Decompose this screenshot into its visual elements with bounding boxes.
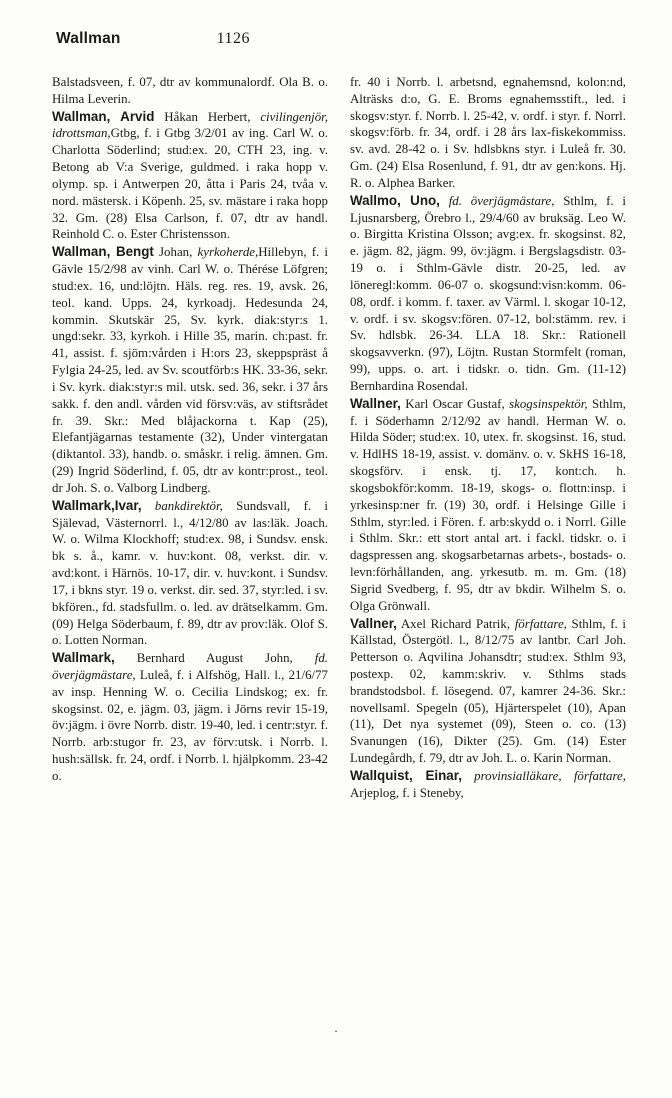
continuation-body: fr. 40 i Norrb. l. arbetsnd, egnahemsnd, kolon:nd, Alträsks d:o, G. E. Broms egnahemsstift., led. i skogsv:styr. f. Norrb. l. 25-42, v. ordf. i styr. f. Norrl. skogsv:förb. fr. 34, ordf. i 28 års lax-fiskekommiss. sv. avd. 28-42 o. i Sv. hdlsbkns styr. i Luleå fr. 30. Gm. (24) Elsa Rosenlund, f. 91, dtr av gen:kons. Hj. R. o. Alphea Barker. — [350, 75, 626, 190]
entry-headword: Wallmark,Ivar, — [52, 497, 142, 513]
entry-headword: Wallquist, Einar, — [350, 767, 462, 783]
entry-given-names: Karl Oscar Gustaf, — [400, 396, 505, 411]
entry-profession: kyrkoherde, — [197, 245, 259, 260]
entry-headword: Wallmo, Uno, — [350, 192, 440, 208]
continuation-body: Balstadsveen, f. 07, dtr av kommunalordf. Ola B. o. Hilma Leverin. — [52, 75, 328, 106]
dictionary-entry — [350, 615, 626, 767]
entry-given-names: Håkan Herbert, — [154, 109, 261, 124]
entry-profession: provinsialläkare, författare, — [461, 768, 626, 783]
entry-body: Sthlm, f. i Söderhamn 2/12/92 av handl. Herman W. o. Hilda Söder; stud:ex. 10, utex. fr. skogsinst. 16, stud. v. HdlHS 18-19, assist. v. domänv. o. v. SkHS 16-18, skogsförv. i ensk. tj. 17, kont:ch. h. skogsbokför:komm. 18-19, skogs- o. flottn:insp. i yrkesinsp:ner fr. (19) 30, ordf. i Helsinge Gille i Sthlm, styr:led. i Fören. f. arb:skydd o. i Norrl. Gille i Sthlm. Skr.: ett stort antal art. i fackl. tidskr. o. i dagspressen ang. skogsarbetarnas arbets-, bostads- o. levn:förhållanden, ang. yrkesutb. m. m. Gm. (18) Sigrid Svedberg, f. 95, dtr av bkdir. Wilhelm S. o. Olga Grönwall. — [350, 396, 626, 613]
page-title: Wallman — [56, 30, 121, 47]
entry-continuation — [350, 74, 626, 192]
dictionary-entry — [52, 108, 328, 244]
entry-headword: Wallman, Arvid — [52, 108, 155, 124]
left-column — [52, 74, 328, 1038]
dictionary-entry — [52, 649, 328, 785]
entry-profession: skogsinspektör, — [504, 396, 588, 411]
dictionary-entry — [52, 243, 328, 496]
dictionary-entry — [350, 395, 626, 615]
dictionary-entry — [350, 767, 626, 802]
entry-profession: bankdirektör, — [141, 498, 223, 513]
entry-profession: författare, — [510, 616, 567, 631]
page-number: 1126 — [216, 30, 250, 47]
entry-given-names: Bernhard August John, — [114, 651, 293, 666]
entry-body: Gtbg, f. i Gtbg 3/2/01 av ing. Carl W. o. Charlotta Söderlind; stud:ex. 20, CTH 23, ing. v. Betong ab V:a Sverige, guldmed. i raka hopp v. olymp. sp. i Antwerpen 20, åtta i Paris 24, tvåa v. nord. mästersk. i Köpenh. 25, sv. mästare i raka hopp 32. Gm. (28) Elsa Carlson, f. 07, dtr av handl. Reinhold C. o. Ester Christensson. — [52, 126, 328, 242]
entry-body: Hillebyn, f. i Gävle 15/2/98 av vinh. Carl W. o. Thérése Löfgren; stud:ex. 16, und:löjtn. Häls. reg. res. 19, avsk. 26, teol. kand. Upps. 24, kyrkoadj. Hedesunda 24, kommin. Skutskär 25, Sv. kyrk. diak:styr:s 1. ungd:sekr. 33, kyrkoh. i Hille 35, marin. ch:past. fr. 41, assist. f. sjöm:vården i H:ors 23, skeppspräst å Fylgia 24-25, led. av Sv. scoutförb:s HK. 33-36, sekr. i Sv. kyrk. diak:styr:s mil. utsk. sed. 36, sekr. i 37 års sakk. f. den andl. vården vid försv:väs, av stiftsrådet fr. 39. Skr.: Med blåjackorna t. Kap (25), Elefantjägarnas testamente (32), Under vintergatan (diktantol. 33), handb. o. småskr. i relig. ämnen. Gm. (29) Ingrid Söderlind, f. 05, dtr av kontr:prost., teol. dr Joh. S. o. Valborg Lindberg. — [52, 245, 328, 495]
entry-headword: Wallmark, — [52, 650, 115, 666]
entry-headword: Wallner, — [350, 395, 401, 411]
entry-continuation — [52, 74, 328, 108]
entry-body: Arjeplog, f. i Steneby, — [350, 785, 464, 800]
entry-profession: civilingenjör, idrottsman, — [52, 109, 328, 141]
entry-profession: fd. överjägmästare, — [52, 651, 328, 682]
right-column — [350, 74, 626, 1038]
text-columns — [52, 74, 626, 1038]
entry-headword: Wallman, Bengt — [52, 244, 154, 260]
dictionary-entry — [52, 497, 328, 649]
entry-body: Sthlm, f. i Källstad, Östergötl. l., 8/12/75 av lantbr. Carl Joh. Petterson o. Aqvilina Johansdtr; stud:ex. Sthlm 93, postexp. 02, kamm:skriv. v. Sthlms stads brandstodsbol. f. lösegend. 07, kamrer 24-36. Skr.: novellsaml. Spegeln (05), Hjärterspelet (10), Apan (11), Det nya systemet (09), Steen o. co. (13) Svanungen (16), Dikter (25). Gm. (14) Ester Lundegårdh, f. 79, dtr av Joh. L. o. Karin Norman. — [350, 616, 626, 766]
entry-body: Sundsvall, f. i Själevad, Västernorrl. l., 4/12/80 av las:läk. Joach. W. o. Wilma Klockhoff; stud:ex. 98, i Sundsv. ensk. bk s. å., kamr. v. huv:kont. 08, verkst. dir. v. avd:kont. i Härnös. 10-17, dir. v. huv:kont. i Sundsv. 17, i bkns styr. 19 o. verkst. dir. sed. 37, styr:led. i sv. bkfören., fd. stadsfullm. o. led. av drätselkamm. Gm. (09) Helga Söderbaum, f. 89, dtr av prov:läk. Olof S. o. Lotten Norman. — [52, 498, 329, 648]
entry-profession: fd. överjägmästare, — [439, 193, 555, 208]
page-header — [56, 30, 616, 54]
entry-body: Sthlm, f. i Ljusnarsberg, Örebro l., 29/4/60 av bruksäg. Leo W. o. Birgitta Kristina Olsson; avg:ex. fr. skogsinst. 82, e. jägm. 82, jägm. 99, öv:jägm. i Bergslagsdistr. 03-19 o. i Sthlm-Gävle distr. 20-25, led. av löneregl:komm. 06-07 o. skogsund:visn:komm. 06-08, ordf. i komm. f. taxer. av Värml. l. skogar 10-12, v. ordf. i sv. skogsv:fören. 07-12, bol:stämm. rev. i Sv. hdlsbk. 26-34. LLA 18. Skr.: Rationell skogsavverkn. (97), Löjtn. Rustan Stormfelt (roman, 99), upps. o. art. i tidskr. o. tidn. Gm. (11-12) Bernhardina Rosendal. — [350, 193, 626, 393]
footer-mark: . — [334, 1020, 338, 1035]
dictionary-entry — [350, 192, 626, 395]
entry-headword: Vallner, — [350, 615, 397, 631]
entry-given-names: Johan, — [153, 245, 198, 260]
entry-given-names: Axel Richard Patrik, — [396, 616, 511, 631]
entry-body: Luleå, f. i Alfshög, Hall. l., 21/6/77 av insp. Henning W. o. Cecilia Lindskog; ex. fr. skogsinst. 02, e. jägm. 03, jägm. i Jörns revir 15-19, öv:jägm. i övre Norrb. distr. 19-40, led. i centr:styr. f. Norrb. arb:stugor fr. 23, av förv:utsk. i Norrb. l. hush:sällsk. fr. 24, ordf. i Norrb. l. hjälpkomm. 23-42 o. — [52, 667, 328, 783]
